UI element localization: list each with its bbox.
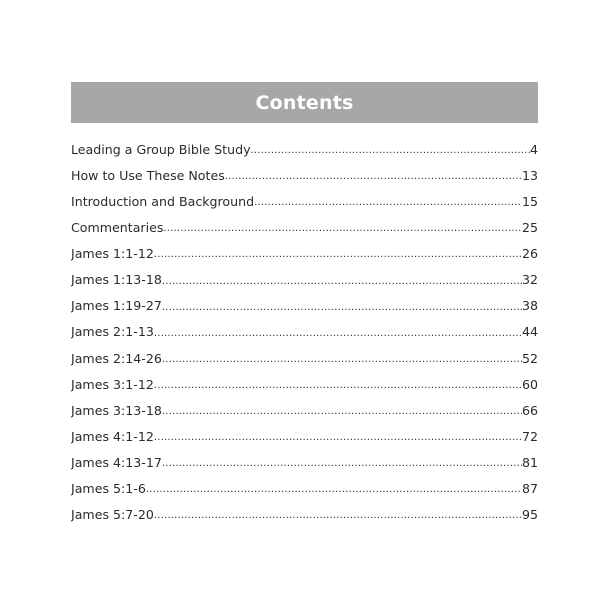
toc-dot-leader — [162, 303, 522, 320]
toc-dot-leader — [254, 198, 522, 215]
toc-dot-leader — [162, 407, 522, 424]
toc-entry-page: 66 — [521, 402, 538, 418]
toc-dot-leader — [154, 381, 522, 398]
toc-entry-title: Introduction and Background — [71, 193, 255, 209]
toc-entry[interactable] — [71, 215, 538, 241]
toc-entry[interactable] — [71, 241, 538, 267]
toc-entry-title: James 5:1-6 — [71, 480, 146, 496]
toc-entry-title: James 1:13-18 — [71, 272, 162, 288]
toc-entry[interactable] — [71, 294, 538, 320]
toc-entry-page: 26 — [521, 246, 538, 262]
toc-dot-leader — [154, 511, 522, 528]
toc-dot-leader — [162, 277, 522, 294]
toc-entry-page: 25 — [521, 220, 538, 236]
toc-entry[interactable] — [71, 398, 538, 424]
toc-entry-page: 60 — [521, 376, 538, 392]
toc-dot-leader — [154, 329, 522, 346]
toc-entry[interactable] — [71, 502, 538, 528]
toc-entry-title: James 1:19-27 — [71, 298, 162, 314]
toc-entry-title: James 3:1-12 — [71, 376, 154, 392]
toc-dot-leader — [154, 433, 522, 450]
toc-entry-title: James 3:13-18 — [71, 402, 162, 418]
toc-entry[interactable] — [71, 450, 538, 476]
toc-entry-title: James 2:1-13 — [71, 324, 154, 340]
toc-entry-page: 81 — [521, 454, 538, 470]
contents-header-bar — [71, 82, 538, 123]
toc-entry-page: 95 — [521, 507, 538, 523]
toc-entry-page: 4 — [529, 141, 538, 157]
toc-dot-leader — [162, 355, 522, 372]
toc-entry-page: 38 — [521, 298, 538, 314]
toc-entry-page: 72 — [521, 428, 538, 444]
toc-entry[interactable] — [71, 320, 538, 346]
toc-entry-title: Commentaries — [71, 220, 164, 236]
toc-entry-page: 52 — [521, 350, 538, 366]
toc-entry[interactable] — [71, 189, 538, 215]
page-title: Contents — [255, 91, 354, 114]
toc-entry[interactable] — [71, 137, 538, 163]
toc-entry-page: 44 — [521, 324, 538, 340]
toc-entry-title: James 4:13-17 — [71, 454, 162, 470]
toc-dot-leader — [154, 250, 522, 267]
toc-dot-leader — [162, 459, 522, 476]
toc-entry-title: James 2:14-26 — [71, 350, 162, 366]
toc-entry[interactable] — [71, 346, 538, 372]
toc-entry-title: How to Use These Notes — [71, 167, 225, 183]
toc-dot-leader — [251, 146, 530, 163]
toc-dot-leader — [146, 485, 522, 502]
toc-entry-page: 13 — [521, 167, 538, 183]
toc-entry[interactable] — [71, 267, 538, 293]
table-of-contents — [71, 137, 538, 528]
toc-entry-page: 15 — [521, 193, 538, 209]
toc-entry-page: 87 — [521, 480, 538, 496]
toc-dot-leader — [163, 224, 522, 241]
toc-dot-leader — [225, 172, 522, 189]
toc-entry[interactable] — [71, 424, 538, 450]
toc-entry[interactable] — [71, 163, 538, 189]
toc-entry-title: James 5:7-20 — [71, 507, 154, 523]
toc-entry[interactable] — [71, 476, 538, 502]
toc-entry[interactable] — [71, 372, 538, 398]
toc-entry-title: James 1:1-12 — [71, 246, 154, 262]
toc-entry-title: Leading a Group Bible Study — [71, 141, 251, 157]
toc-entry-title: James 4:1-12 — [71, 428, 154, 444]
toc-entry-page: 32 — [521, 272, 538, 288]
